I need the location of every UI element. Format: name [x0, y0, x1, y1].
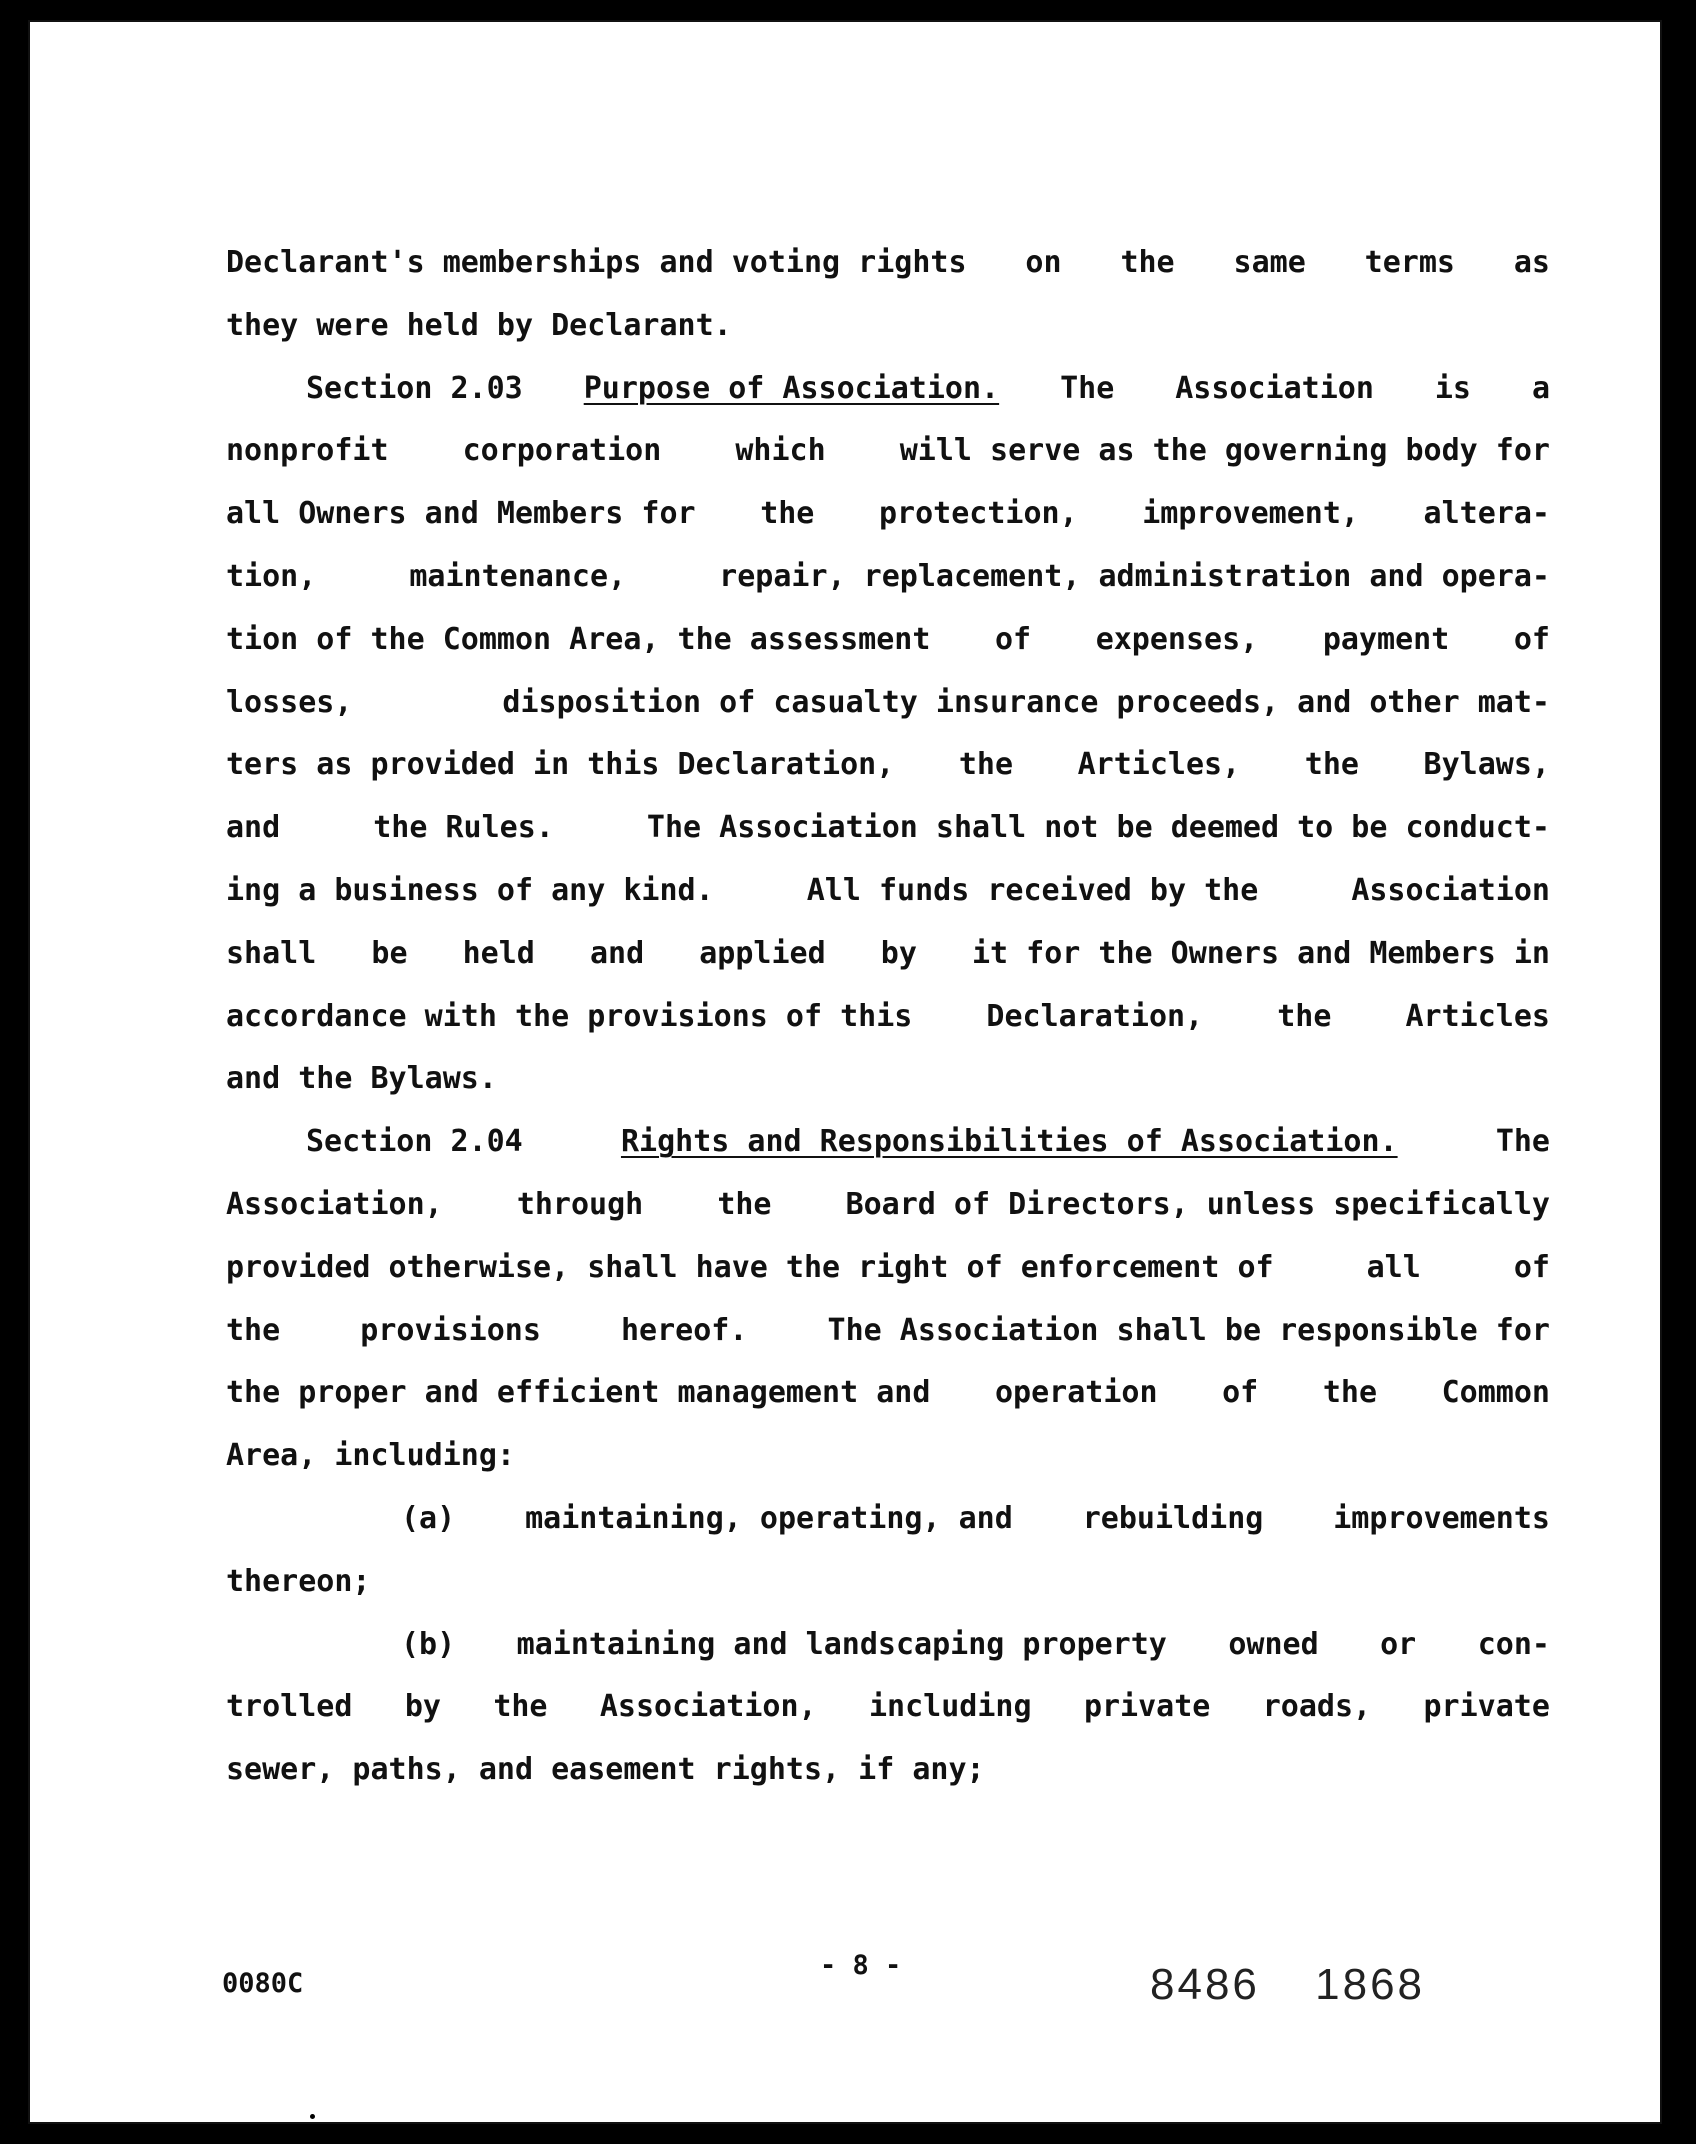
text-line [226, 420, 1550, 483]
text-fragment: Area, including: [226, 1438, 515, 1474]
text-line [226, 986, 1550, 1049]
text-fragment: Bylaws, [1423, 747, 1550, 783]
document-page [30, 22, 1660, 2122]
text-fragment: the [1322, 1375, 1378, 1411]
text-fragment: owned [1228, 1626, 1319, 1662]
text-fragment: Declaration, [986, 998, 1204, 1034]
text-fragment: applied [699, 935, 826, 971]
text-fragment: maintenance, [409, 558, 627, 594]
text-fragment: Board of Directors, unless specifically [845, 1186, 1550, 1222]
text-line [226, 923, 1550, 986]
text-fragment: repair, replacement, administration and opera- [719, 558, 1550, 594]
text-fragment: maintaining, operating, and [525, 1500, 1013, 1536]
text-line [226, 1739, 1550, 1802]
text-fragment: it for the Owners and Members in [972, 935, 1550, 971]
filing-stamp [1150, 1960, 1425, 2010]
text-fragment: The Association shall not be deemed to be conduct- [646, 810, 1550, 846]
list-marker: (b) [401, 1626, 456, 1662]
text-fragment: shall [226, 935, 317, 971]
text-line [226, 1362, 1550, 1425]
stamp-book-number: 8486 [1150, 1960, 1260, 2009]
text-fragment: the [760, 496, 815, 532]
text-fragment: improvement, [1142, 496, 1359, 532]
section-heading-line [226, 358, 1550, 421]
text-fragment: hereof. [621, 1312, 748, 1348]
text-fragment: the [958, 747, 1014, 783]
text-fragment: ing a business of any kind. [226, 872, 714, 908]
text-fragment: Association [1351, 872, 1550, 908]
text-fragment: as [1513, 245, 1550, 280]
text-line [226, 295, 1550, 358]
text-fragment: Declarant's memberships and voting rights [226, 245, 967, 280]
text-fragment: protection, [878, 496, 1078, 532]
scan-speck [1065, 14, 1070, 18]
text-line [226, 609, 1550, 672]
text-fragment: private [1083, 1689, 1211, 1725]
text-fragment: altera- [1423, 496, 1550, 532]
text-fragment: on [1025, 245, 1062, 280]
text-fragment: Articles, [1077, 747, 1241, 783]
text-fragment: of [1513, 621, 1550, 657]
text-line [226, 1676, 1550, 1739]
text-fragment: payment [1322, 621, 1450, 657]
text-line [226, 1048, 1550, 1111]
text-fragment: provisions [360, 1312, 541, 1348]
text-fragment: maintaining and landscaping property [516, 1626, 1167, 1662]
stamp-page-number: 1868 [1315, 1960, 1426, 2009]
text-fragment: through [516, 1186, 644, 1222]
text-fragment: the [1277, 998, 1332, 1034]
text-fragment: terms [1364, 245, 1455, 280]
section-title: Rights and Responsibilities of Association. [620, 1124, 1398, 1160]
text-fragment: of [994, 621, 1032, 657]
text-fragment: be [371, 935, 408, 971]
text-line [226, 1300, 1550, 1363]
text-fragment: all [1366, 1249, 1421, 1285]
text-fragment: nonprofit [226, 433, 389, 469]
text-fragment: Association, [226, 1186, 443, 1222]
section-heading-line [226, 1111, 1550, 1174]
text-fragment: and [589, 935, 645, 971]
text-fragment: ters as provided in this Declaration, [226, 747, 895, 783]
text-line [226, 483, 1550, 546]
text-fragment: The Association shall be responsible for [827, 1312, 1550, 1348]
text-fragment: private [1423, 1689, 1550, 1725]
text-fragment: including [869, 1689, 1032, 1725]
text-fragment: of [1513, 1249, 1550, 1285]
text-fragment: the [717, 1186, 772, 1222]
text-fragment: improvements [1333, 1500, 1550, 1536]
text-fragment: the [226, 1312, 281, 1348]
section-title: Purpose of Association. [583, 370, 1000, 406]
list-item-b [226, 1614, 1550, 1677]
text-fragment: which [735, 433, 826, 469]
text-fragment: The [1495, 1124, 1550, 1160]
text-line [226, 860, 1550, 923]
text-fragment: expenses, [1095, 621, 1259, 657]
text-fragment: con- [1477, 1626, 1550, 1662]
text-fragment: tion, [226, 558, 317, 594]
text-line [226, 1174, 1550, 1237]
text-line [226, 672, 1550, 735]
text-fragment: Association, [599, 1689, 817, 1725]
section-number: Section 2.03 [306, 370, 523, 406]
text-fragment: the proper and efficient management and [226, 1375, 931, 1411]
text-fragment: will serve as the governing body for [899, 433, 1550, 469]
section-number: Section 2.04 [306, 1124, 523, 1160]
text-fragment: tion of the Common Area, the assessment [226, 621, 931, 657]
text-fragment: by [404, 1689, 441, 1725]
text-fragment: of [1222, 1375, 1259, 1411]
text-fragment: sewer, paths, and easement rights, if any; [226, 1752, 985, 1788]
text-fragment: rebuilding [1082, 1500, 1264, 1536]
text-fragment: operation [994, 1375, 1158, 1411]
text-fragment: held [462, 935, 535, 971]
text-fragment: the [1120, 245, 1175, 280]
text-fragment: the [493, 1689, 548, 1725]
text-fragment: roads, [1262, 1689, 1372, 1725]
text-fragment: Common [1441, 1375, 1550, 1411]
document-code: 0080C [222, 1968, 304, 1999]
scan-speck [1320, 16, 1326, 20]
text-fragment: all Owners and Members for [226, 496, 696, 532]
text-fragment: is [1434, 370, 1471, 406]
text-fragment: they were held by Declarant. [226, 307, 732, 343]
list-marker: (a) [401, 1500, 456, 1536]
text-fragment: provided otherwise, shall have the right of enforcement of [226, 1249, 1274, 1285]
text-line [226, 734, 1550, 797]
text-line [226, 1551, 1550, 1614]
text-line [226, 232, 1550, 295]
text-fragment: corporation [462, 433, 662, 469]
list-item-a [226, 1488, 1550, 1551]
text-fragment: accordance with the provisions of this [226, 998, 913, 1034]
text-fragment: Association [1175, 370, 1374, 406]
page-number: - 8 - [820, 1950, 902, 1981]
scan-speck [310, 2114, 315, 2119]
text-fragment: same [1233, 245, 1306, 280]
text-fragment: disposition of casualty insurance proceeds, and other mat- [502, 684, 1550, 720]
text-fragment: the [1304, 747, 1359, 783]
text-line [226, 1425, 1550, 1488]
text-fragment: thereon; [226, 1563, 371, 1599]
text-fragment: the Rules. [373, 810, 554, 846]
text-fragment: and [226, 810, 281, 846]
text-fragment: and the Bylaws. [226, 1061, 497, 1097]
text-fragment: The [1060, 370, 1115, 406]
text-fragment: All funds received by the [806, 872, 1259, 908]
text-fragment: losses, [226, 684, 353, 720]
text-line [226, 797, 1550, 860]
body-text [226, 232, 1550, 1802]
text-fragment: Articles [1405, 998, 1550, 1034]
text-fragment: by [880, 935, 917, 971]
text-fragment: a [1531, 370, 1550, 406]
text-fragment: or [1380, 1626, 1417, 1662]
text-fragment: trolled [226, 1689, 353, 1725]
text-line [226, 1237, 1550, 1300]
text-line [226, 546, 1550, 609]
